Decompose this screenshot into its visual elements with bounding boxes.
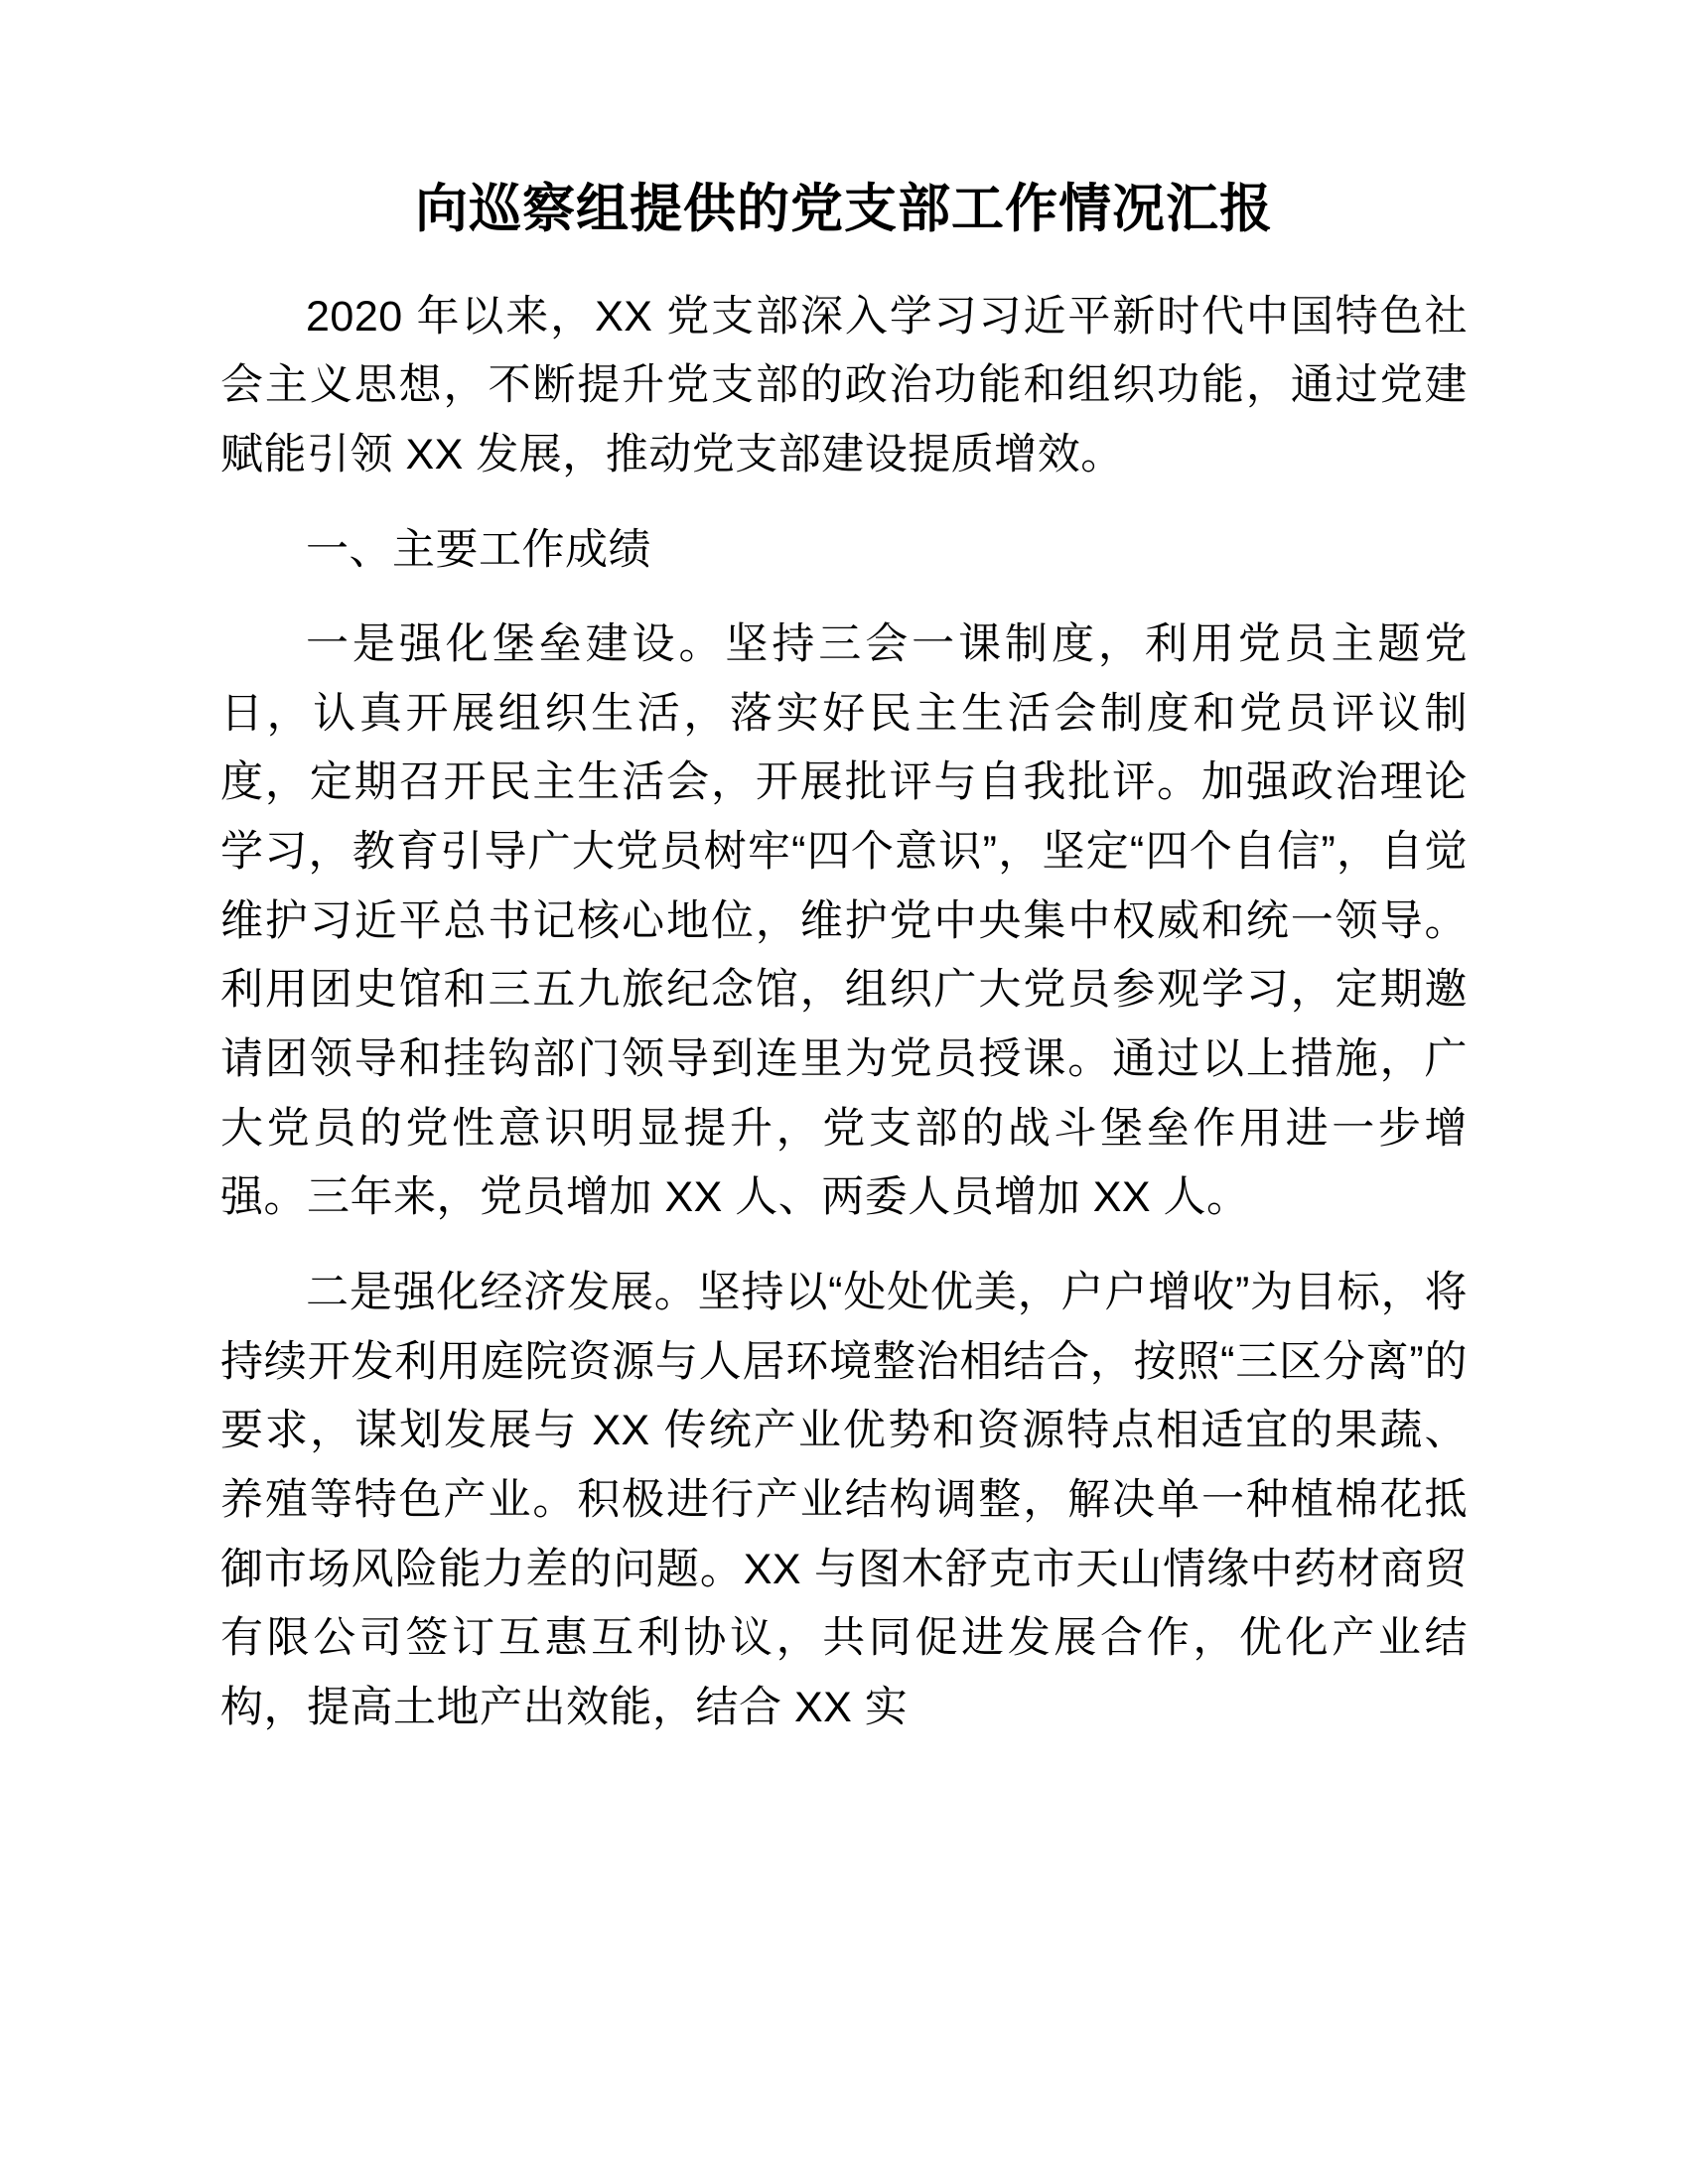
paragraph-item-two: 二是强化经济发展。坚持以“处处优美，户户增收”为目标，将持续开发利用庭院资源与人居环境整治相结合，按照“三区分离”的要求，谋划发展与 XX 传统产业优势和资源特点相适宜的果蔬、养殖等特色产业。积极进行产业结构调整，解决单一种植棉花抵御市场风险能力差的问题。XX 与图木舒克市天山情缘中药材商贸有限公司签订互惠互利协议，共同促进发展合作，优化产业结构，提高土地产出效能，结合 XX 实 xyxy=(220,1269,1468,1732)
paragraph-intro: 2020 年以来，XX 党支部深入学习习近平新时代中国特色社会主义思想，不断提升党支部的政治功能和组织功能，通过党建赋能引领 XX 发展，推动党支部建设提质增效。 xyxy=(220,292,1468,478)
paragraph-item-one: 一是强化堡垒建设。坚持三会一课制度，利用党员主题党日，认真开展组织生活，落实好民主生活会制度和党员评议制度，定期召开民主生活会，开展批评与自我批评。加强政治理论学习，教育引导广大党员树牢“四个意识”，坚定“四个自信”，自觉维护习近平总书记核心地位，维护党中央集中权威和统一领导。利用团史馆和三五九旅纪念馆，组织广大党员参观学习，定期邀请团领导和挂钩部门领导到连里为党员授课。通过以上措施，广大党员的党性意识明显提升，党支部的战斗堡垒作用进一步增强。三年来，党员增加 XX 人、两委人员增加 XX 人。 xyxy=(220,620,1468,1222)
page-title: 向巡察组提供的党支部工作情况汇报 xyxy=(415,180,1273,238)
section-heading-one: 一、主要工作成绩 xyxy=(306,525,651,574)
